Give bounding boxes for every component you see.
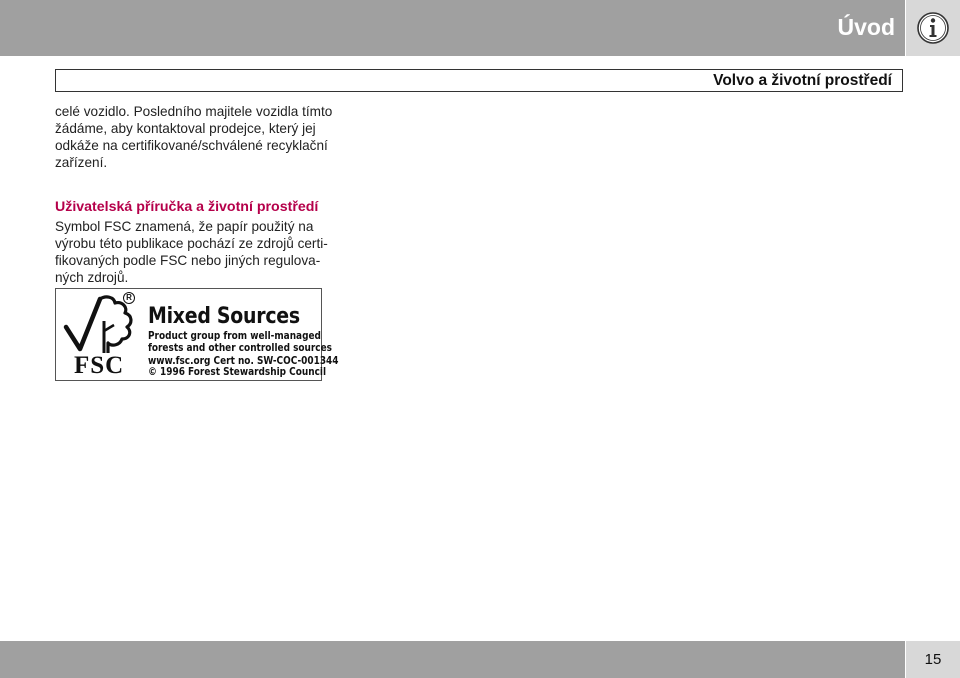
- text-line: fikovaných podle FSC nebo jiných regulova-: [55, 253, 321, 268]
- section-header: [55, 69, 903, 92]
- chapter-title: Úvod: [837, 14, 895, 40]
- fsc-line: © 1996 Forest Stewardship Council: [148, 366, 327, 378]
- subheading-manual-environment: Uživatelská příručka a životní prostředí: [55, 199, 319, 215]
- text-line: ných zdrojů.: [55, 270, 129, 285]
- fsc-label: [55, 288, 339, 381]
- page-number: 15: [924, 651, 942, 668]
- text-line: zařízení.: [55, 155, 108, 170]
- fsc-line: Product group from well-managed: [148, 330, 321, 342]
- text-line: žádáme, aby kontaktoval prodejce, který jej: [55, 121, 316, 136]
- paragraph-fsc: [55, 218, 335, 286]
- text-line: Symbol FSC znamená, že papír použitý na: [55, 219, 314, 234]
- fsc-line: www.fsc.org Cert no. SW-COC-001344: [148, 355, 339, 367]
- paragraph-recycling: [55, 103, 335, 171]
- fsc-logo-text: FSC: [74, 352, 125, 379]
- fsc-label-title: Mixed Sources: [148, 304, 300, 329]
- section-title: Volvo a životní prostředí: [713, 72, 892, 89]
- page-number-box: [906, 641, 960, 678]
- text-line: odkáže na certifikované/schválené recyklační: [55, 138, 328, 153]
- registered-mark: R: [123, 292, 135, 304]
- fsc-tree-logo: [60, 291, 144, 379]
- text-line: celé vozidlo. Posledního majitele vozidla tímto: [55, 104, 333, 119]
- bottom-footer-bar: [0, 641, 905, 678]
- fsc-line: forests and other controlled sources: [148, 342, 332, 354]
- info-box: [906, 0, 960, 56]
- top-header-bar: [0, 0, 905, 56]
- text-line: výrobu této publikace pochází ze zdrojů certi-: [55, 236, 328, 251]
- info-icon: [916, 11, 950, 45]
